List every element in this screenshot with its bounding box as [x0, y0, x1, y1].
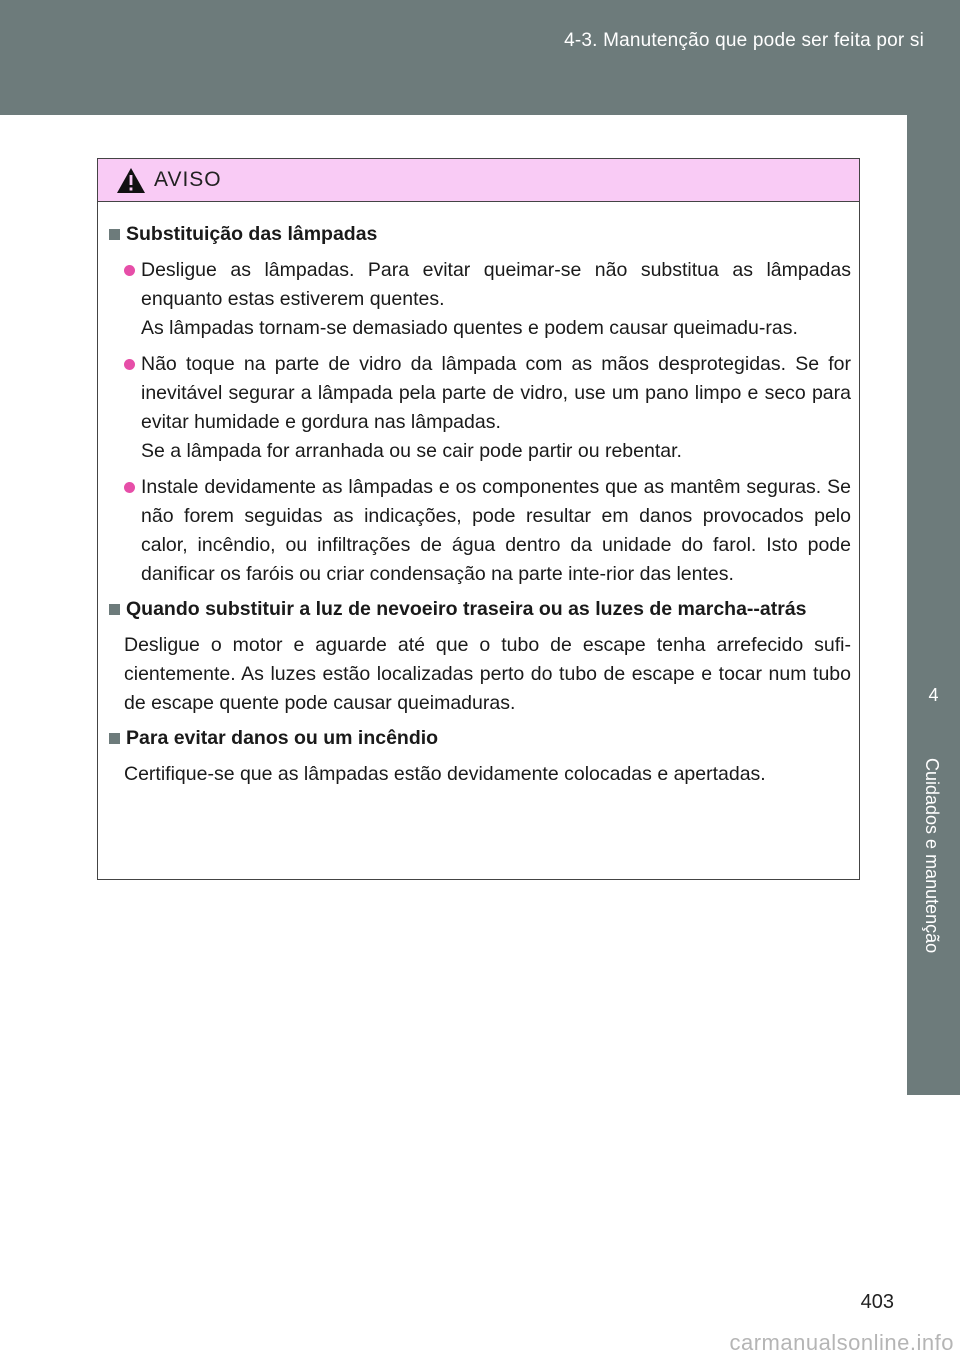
warning-box	[97, 158, 860, 880]
chapter-label: Cuidados e manutenção	[922, 758, 942, 954]
circle-bullet-icon	[124, 482, 135, 493]
section-heading: Para evitar danos ou um incêndio	[108, 724, 851, 753]
chapter-number: 4	[928, 685, 939, 705]
square-bullet-icon	[109, 229, 120, 240]
section-paragraph: Desligue o motor e aguarde até que o tubo de escape tenha arrefecido sufi-cientemente. As luzes estão localizadas perto do tubo de escape e tocar num tubo de escape quente pode causar queimaduras.	[124, 634, 851, 714]
section-heading: Substituição das lâmpadas	[108, 220, 851, 249]
square-bullet-icon	[109, 733, 120, 744]
chapter-number-box	[907, 645, 960, 745]
bullet-item: Desligue as lâmpadas. Para evitar queimar-se não substitua as lâmpadas enquanto estas estiverem quentes. As lâmpadas tornam-se demasiado quentes e podem causar queimadu-ras.	[124, 256, 851, 343]
circle-bullet-icon	[124, 265, 135, 276]
section-heading: Quando substituir a luz de nevoeiro traseira ou as luzes de marcha--atrás	[108, 595, 851, 624]
page-number: 403	[860, 1291, 894, 1313]
warning-header	[98, 159, 859, 202]
section-paragraph: Certifique-se que as lâmpadas estão devidamente colocadas e apertadas.	[124, 763, 766, 785]
bullet-item: Instale devidamente as lâmpadas e os componentes que as mantêm seguras. Se não forem seguidas as indicações, pode resultar em danos provocados pelo calor, incêndio, ou infiltrações de água dentro da unidade do farol. Isto pode danificar os faróis ou criar condensação na parte inte-rior das lentes.	[124, 473, 851, 589]
chapter-side-tab	[907, 115, 960, 1360]
warning-triangle-icon	[116, 167, 146, 194]
circle-bullet-icon	[124, 359, 135, 370]
warning-title: AVISO	[154, 168, 222, 191]
section-title: 4-3. Manutenção que pode ser feita por si	[564, 30, 924, 51]
watermark: carmanualsonline.info	[729, 1330, 954, 1355]
page-header	[0, 0, 960, 115]
warning-content	[98, 202, 859, 789]
side-tab-upper	[907, 115, 960, 645]
bullet-item: Não toque na parte de vidro da lâmpada com as mãos desprotegidas. Se for inevitável segurar a lâmpada pela parte de vidro, use um pano limpo e seco para evitar humidade e gordura nas lâmpadas. Se a lâmpada for arranhada ou se cair pode partir ou rebentar.	[124, 350, 851, 466]
square-bullet-icon	[109, 604, 120, 615]
